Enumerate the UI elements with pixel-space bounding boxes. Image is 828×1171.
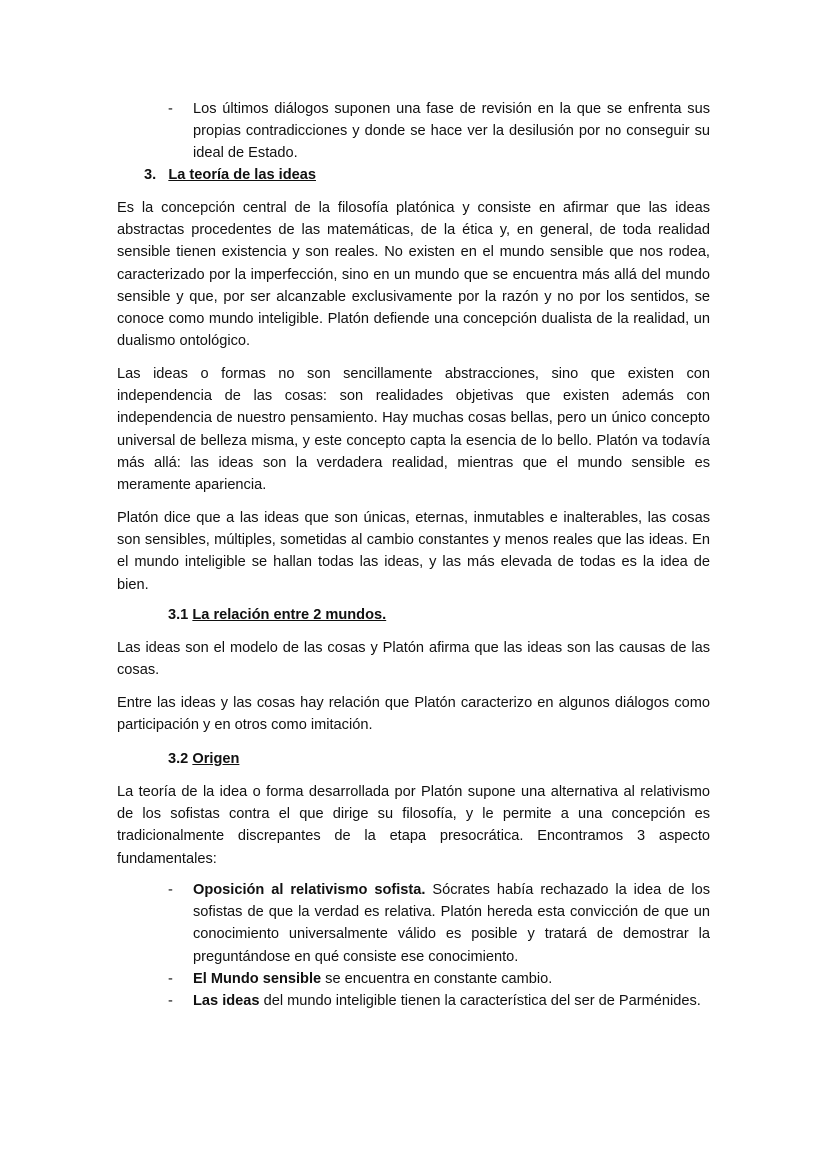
list-item-bold: Las ideas bbox=[193, 993, 260, 1009]
list-item-text: Los últimos diálogos suponen una fase de revisión en la que se enfrenta sus propias contradicciones y donde se hace ver la desilusión por no conseguir su ideal de Estado. bbox=[193, 101, 710, 162]
bullet-dash: - bbox=[168, 993, 173, 1009]
list-item bbox=[168, 98, 710, 165]
bullet-dash: - bbox=[168, 882, 173, 898]
subsection-heading bbox=[168, 748, 239, 770]
paragraph: Platón dice que a las ideas que son únicas, eternas, inmutables e inalterables, las cosas son sensibles, múltiples, sometidas al cambio constantes y menos reales que las ideas. En el mundo inteligible se hallan todas las ideas, y las más elevada de todas es la idea de bien. bbox=[117, 510, 710, 593]
bullet-dash: - bbox=[168, 971, 173, 987]
paragraph: Las ideas son el modelo de las cosas y Platón afirma que las ideas son las causas de las cosas. bbox=[117, 640, 710, 679]
paragraph: Las ideas o formas no son sencillamente abstracciones, sino que existen con independencia de las cosas: son realidades objetivas que existen además con independencia de nuestro pensamiento. Hay muchas cosas bellas, pero un único concepto universal de belleza misma, y este concepto capta la esencia de lo bello. Platón va todavía más allá: las ideas son la verdadera realidad, mientras que el mundo sensible es meramente apariencia. bbox=[117, 366, 710, 494]
paragraph: Entre las ideas y las cosas hay relación que Platón caracterizo en algunos diálogos como participación y en otros como imitación. bbox=[117, 695, 710, 734]
section-heading bbox=[144, 164, 316, 186]
section-title: La teoría de las ideas bbox=[168, 167, 316, 183]
list-item bbox=[168, 879, 711, 968]
list-item-bold: El Mundo sensible bbox=[193, 971, 322, 987]
paragraph: La teoría de la idea o forma desarrollada por Platón supone una alternativa al relativismo de los sofistas contra el que dirige su filosofía, y le permite a una concepción es tradicionalmente discrepantes de la etapa presocrática. Encontramos 3 aspecto fundamentales: bbox=[117, 784, 710, 867]
list-item-bold: Oposición al relativismo sofista. bbox=[193, 882, 426, 898]
list-item-text: Sócrates había rechazado la idea de los sofistas de que la verdad es relativa. Platón hereda esta convicción de que un conocimiento universalmente válido es posible y tratará de demostrar la preguntándose en qué consiste ese conocimiento. bbox=[193, 882, 711, 965]
list-item-text: se encuentra en constante cambio. bbox=[321, 971, 553, 987]
list-item-text: del mundo inteligible tienen la característica del ser de Parménides. bbox=[259, 993, 701, 1009]
paragraph: Es la concepción central de la filosofía platónica y consiste en afirmar que las ideas abstractas procedentes de las matemáticas, de la ética y, en general, de toda realidad sensible tienen existencia y son reales. No existen en el mundo sensible que nos rodea, caracterizado por la imperfección, sino en un mundo que se encuentra más allá del mundo sensible y que, por ser alcanzable exclusivamente por la razón y no por los sentidos, se conoce como mundo inteligible. Platón defiende una concepción dualista de la realidad, un dualismo ontológico. bbox=[117, 200, 710, 350]
subsection-number: 3.2 bbox=[168, 751, 189, 767]
subsection-title: La relación entre 2 mundos. bbox=[192, 607, 387, 623]
subsection-title: Origen bbox=[192, 751, 240, 767]
section-number: 3. bbox=[144, 167, 157, 183]
list-item bbox=[168, 990, 710, 1012]
subsection-number: 3.1 bbox=[168, 607, 189, 623]
subsection-heading bbox=[168, 604, 386, 626]
bullet-dash: - bbox=[168, 101, 173, 117]
list-item bbox=[168, 968, 710, 990]
